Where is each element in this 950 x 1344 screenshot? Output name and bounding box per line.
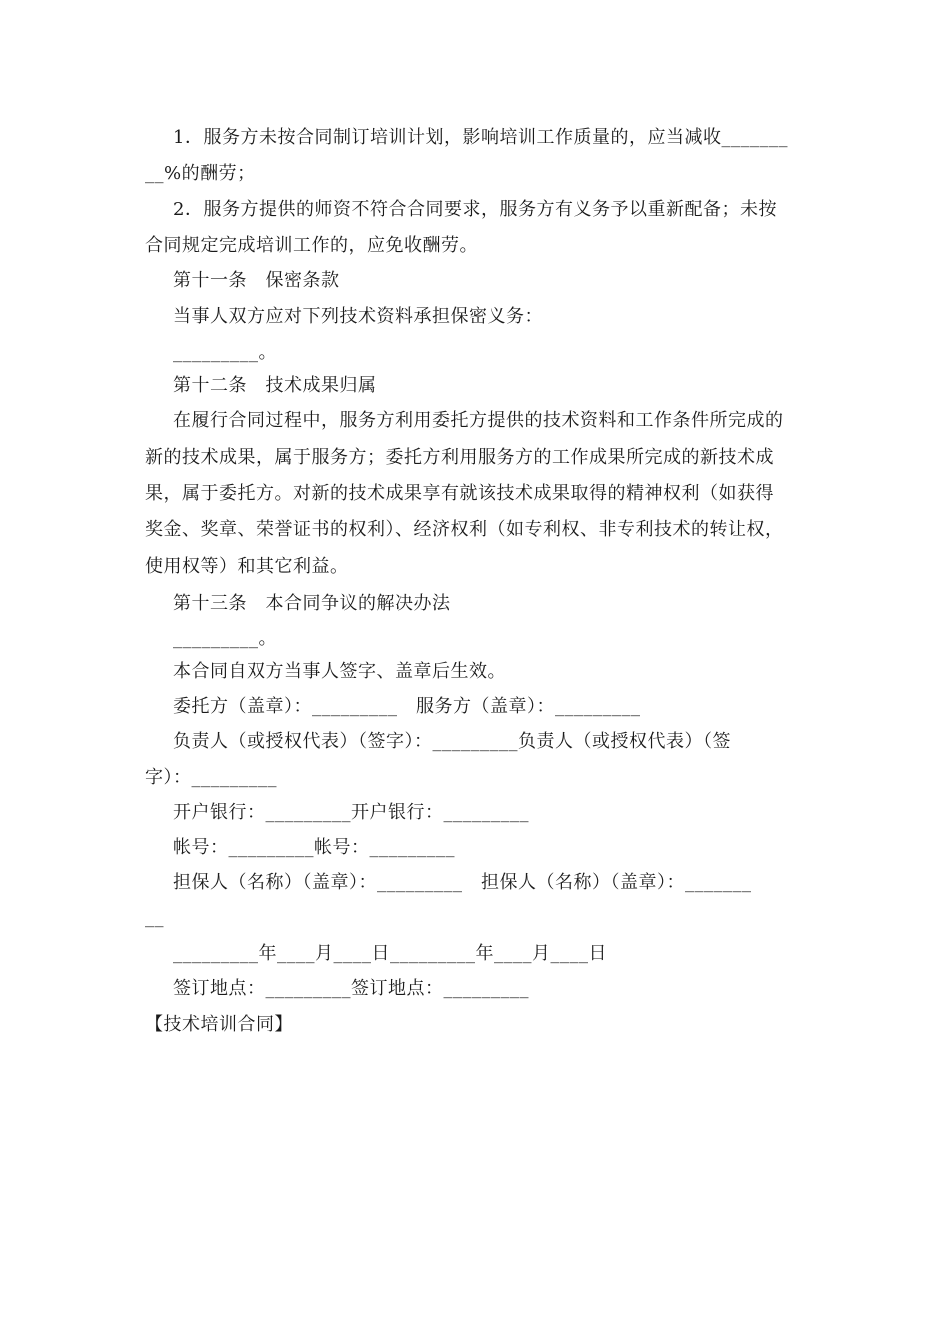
representative-line-cont: 字）：_________ bbox=[145, 767, 277, 788]
article-11-text: 当事人双方应对下列技术资料承担保密义务： bbox=[173, 306, 543, 327]
article-12-para-line-4: 奖金、奖章、荣誉证书的权利）、经济权利（如专利权、非专利技术的转让权， bbox=[145, 519, 784, 540]
article-12-heading: 第十二条 技术成果归属 bbox=[173, 375, 377, 396]
date-line: _________年____月____日_________年____月____日 bbox=[173, 943, 607, 964]
article-11-blank: _________。 bbox=[173, 342, 277, 363]
article-12-para-line-3: 果，属于委托方。对新的技术成果享有就该技术成果取得的精神权利（如获得 bbox=[145, 483, 774, 504]
article-11-heading: 第十一条 保密条款 bbox=[173, 270, 340, 291]
clause-item-1-cont: __%的酬劳； bbox=[145, 163, 256, 184]
clause-item-2: 2．服务方提供的师资不符合合同要求，服务方有义务予以重新配备；未按 bbox=[173, 199, 777, 220]
clause-item-1: 1．服务方未按合同制订培训计划，影响培训工作质量的，应当减收_______ bbox=[173, 127, 788, 148]
signing-place-line: 签订地点：_________签订地点：_________ bbox=[173, 978, 529, 999]
document-footer-title: 【技术培训合同】 bbox=[145, 1014, 293, 1035]
account-line: 帐号：_________帐号：_________ bbox=[173, 837, 455, 858]
article-12-para-line-1: 在履行合同过程中，服务方利用委托方提供的技术资料和工作条件所完成的 bbox=[173, 410, 784, 431]
article-13-blank: _________。 bbox=[173, 628, 277, 649]
guarantor-line-cont: __ bbox=[145, 907, 164, 928]
article-12-para-line-2: 新的技术成果，属于服务方；委托方利用服务方的工作成果所完成的新技术成 bbox=[145, 447, 774, 468]
seal-line: 委托方（盖章）：_________ 服务方（盖章）：_________ bbox=[173, 696, 641, 717]
clause-item-2-cont: 合同规定完成培训工作的，应免收酬劳。 bbox=[145, 235, 478, 256]
article-13-heading: 第十三条 本合同争议的解决办法 bbox=[173, 593, 451, 614]
guarantor-line: 担保人（名称）（盖章）：_________ 担保人（名称）（盖章）：_______ bbox=[173, 872, 752, 893]
bank-line: 开户银行：_________开户银行：_________ bbox=[173, 802, 529, 823]
representative-line: 负责人（或授权代表）（签字）：_________负责人（或授权代表）（签 bbox=[173, 731, 731, 752]
effective-clause: 本合同自双方当事人签字、盖章后生效。 bbox=[173, 661, 506, 682]
article-12-para-line-5: 使用权等）和其它利益。 bbox=[145, 556, 349, 577]
